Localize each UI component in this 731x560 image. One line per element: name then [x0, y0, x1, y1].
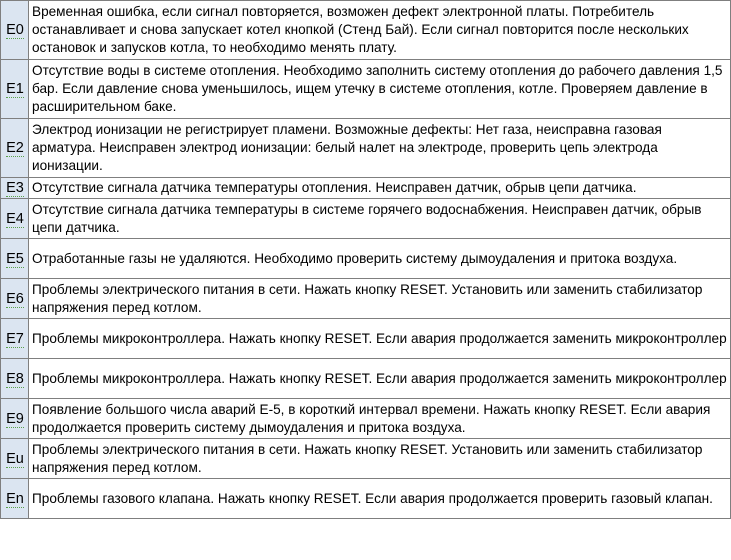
error-description: Проблемы газового клапана. Нажать кнопку RESET. Если авария продолжается проверить газовый клапан.	[29, 479, 731, 519]
error-code: E1	[6, 81, 24, 97]
table-row	[1, 399, 731, 439]
table-row	[1, 279, 731, 319]
error-code: E3	[6, 180, 24, 196]
error-code-cell	[1, 359, 29, 399]
error-description: Проблемы микроконтроллера. Нажать кнопку RESET. Если авария продолжается заменить микроконтроллер	[29, 359, 731, 399]
error-description: Проблемы электрического питания в сети. Нажать кнопку RESET. Установить или заменить стабилизатор напряжения перед котлом.	[29, 279, 731, 319]
error-code: E9	[6, 410, 24, 427]
error-code-cell	[1, 199, 29, 239]
error-code: E0	[6, 22, 24, 38]
error-code-cell	[1, 399, 29, 439]
error-description: Отработанные газы не удаляются. Необходимо проверить систему дымоудаления и притока воздуха.	[29, 239, 731, 279]
error-code-cell	[1, 178, 29, 199]
error-code: E7	[6, 330, 24, 347]
error-description: Проблемы электрического питания в сети. Нажать кнопку RESET. Установить или заменить стабилизатор напряжения перед котлом.	[29, 439, 731, 479]
error-code-cell	[1, 60, 29, 119]
error-code-cell	[1, 479, 29, 519]
table-row	[1, 178, 731, 199]
error-code: E4	[6, 210, 24, 227]
table-row	[1, 119, 731, 178]
table-row	[1, 60, 731, 119]
error-code: E6	[6, 290, 24, 307]
error-code-cell	[1, 239, 29, 279]
error-description: Отсутствие воды в системе отопления. Необходимо заполнить систему отопления до рабочего давления 1,5 бар. Если давление снова уменьшилось, ищем утечку в системе отопления, котле. Проверяем давление в расширительном баке.	[29, 60, 731, 119]
error-description: Проблемы микроконтроллера. Нажать кнопку RESET. Если авария продолжается заменить микроконтроллер	[29, 319, 731, 359]
error-code-cell	[1, 439, 29, 479]
error-description: Появление большого числа аварий Е-5, в короткий интервал времени. Нажать кнопку RESET. Если авария продолжается проверить систему дымоудаления и притока воздуха.	[29, 399, 731, 439]
error-description: Электрод ионизации не регистрирует пламени. Возможные дефекты: Нет газа, неисправна газовая арматура. Неисправен электрод ионизации: белый налет на электроде, проверить цепь электрода ионизации.	[29, 119, 731, 178]
error-code-cell	[1, 319, 29, 359]
table-row	[1, 319, 731, 359]
error-code-cell	[1, 1, 29, 60]
table-row	[1, 359, 731, 399]
table-row	[1, 479, 731, 519]
error-code-cell	[1, 119, 29, 178]
error-description: Отсутствие сигнала датчика температуры отопления. Неисправен датчик, обрыв цепи датчика.	[29, 178, 731, 199]
table-row	[1, 199, 731, 239]
error-code: E2	[6, 140, 24, 156]
table-row	[1, 239, 731, 279]
error-code: E8	[6, 370, 24, 387]
error-code-cell	[1, 279, 29, 319]
table-row	[1, 1, 731, 60]
error-code: Eu	[6, 450, 24, 467]
error-description: Отсутствие сигнала датчика температуры в системе горячего водоснабжения. Неисправен датчик, обрыв цепи датчика.	[29, 199, 731, 239]
error-code: E5	[6, 250, 24, 267]
error-description: Временная ошибка, если сигнал повторяется, возможен дефект электронной платы. Потребитель останавливает и снова запускает котел кнопкой (Стенд Бай). Если сигнал повторится после нескольких остановок и запусков котла, то необходимо менять плату.	[29, 1, 731, 60]
table-row	[1, 439, 731, 479]
error-code: En	[6, 490, 24, 507]
